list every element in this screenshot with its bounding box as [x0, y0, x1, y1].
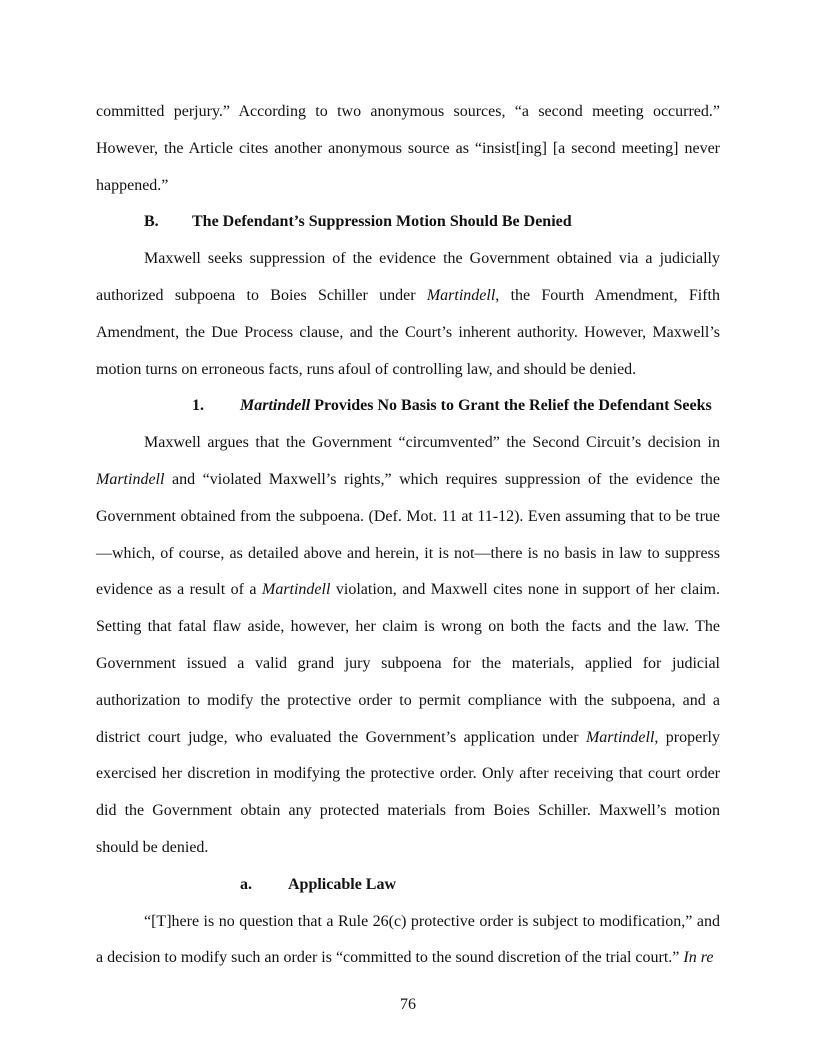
section-heading-b — [96, 204, 720, 241]
case-name: Martindell — [426, 286, 496, 304]
heading-label: 1. — [192, 397, 204, 415]
text-run: , the Fourth Amendment, Fifth Amendment, the Due Process clause, and the Court’s inherent authority. However, Maxwell’s motion turns on erroneous facts, runs afoul of controlling law, and should be denied. — [96, 286, 720, 378]
heading-text: The Defendant’s Suppression Motion Should Be Denied — [192, 213, 572, 231]
document-body — [96, 94, 720, 977]
heading-text: Applicable Law — [288, 875, 397, 893]
text-run: Maxwell seeks suppression of the evidence the Government obtained via a judicially authorized subpoena to Boies Schiller under — [96, 250, 720, 304]
heading-label: B. — [144, 213, 159, 231]
text-run: “[T]here is no question that a Rule 26(c) protective order is subject to modification,” and a decision to modify such an order is “committed to the sound discretion of the trial court.” — [96, 912, 720, 967]
text-run: violation, and Maxwell cites none in support of her claim. Setting that fatal flaw aside, however, her claim is wrong on both the facts and the law. The Government issued a valid grand jury subpoena for the materials, applied for judicial authorization to modify the protective order to permit compliance with the subpoena, and a district court judge, who evaluated the Government’s application under — [96, 581, 720, 746]
case-name: Martindell — [240, 397, 311, 415]
paragraph-continuation: committed perjury.” According to two anonymous sources, “a second meeting occurred.” However, the Article cites another anonymous source as “insist[ing] [a second meeting] never happened.” — [96, 103, 720, 194]
page-number: 76 — [400, 996, 416, 1013]
section-heading-a — [96, 867, 720, 904]
case-name: Martindell — [96, 470, 165, 488]
case-name: In re — [683, 949, 714, 967]
heading-label: a. — [240, 875, 252, 893]
case-name: Martindell — [585, 728, 655, 746]
paragraph-martindell — [96, 425, 720, 867]
section-heading-1 — [96, 388, 720, 425]
paragraph-suppression — [96, 241, 720, 388]
text-run: , properly exercised her discretion in modifying the protective order. Only after receiving that court order did the Government obtain any protected materials from Boies Schiller. Maxwell’s motion should be denied. — [96, 728, 721, 856]
text-run: and “violated Maxwell’s rights,” which requires suppression of the evidence the Government obtained from the subpoena. (Def. Mot. 11 at 11-12). Even assuming that to be true—which, of course, as detailed above and herein, it is not—there is no basis in law to suppress evidence as a result of a — [96, 470, 720, 599]
paragraph-applicable-law — [96, 904, 720, 978]
heading-text: Provides No Basis to Grant the Relief the Defendant Seeks — [310, 397, 712, 415]
text-run: Maxwell argues that the Government “circumvented” the Second Circuit’s decision in — [144, 434, 720, 452]
case-name: Martindell — [261, 581, 331, 599]
